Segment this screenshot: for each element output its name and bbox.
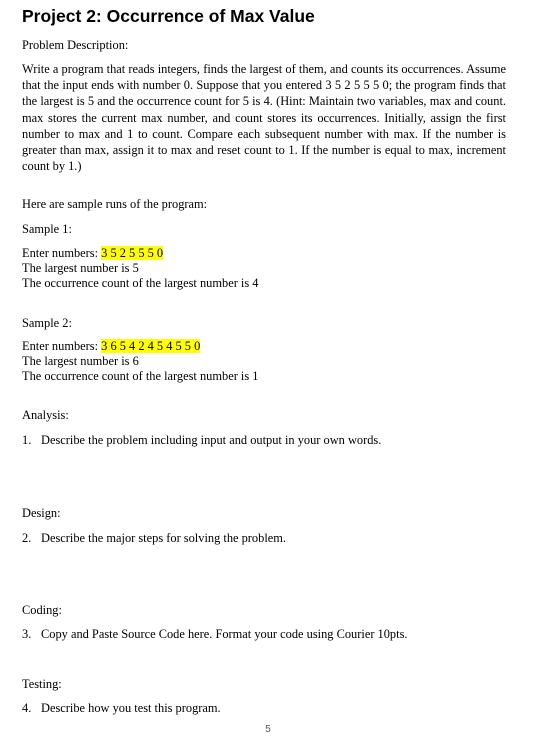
sample1-heading: Sample 1:	[22, 222, 72, 236]
analysis-heading: Analysis:	[22, 408, 69, 422]
sample1-count: The occurrence count of the largest number is 4	[22, 276, 259, 290]
sample2-input-line	[22, 338, 200, 354]
sample2-prompt: Enter numbers:	[22, 339, 102, 353]
design-number: 2.	[22, 531, 32, 545]
analysis-number: 1.	[22, 433, 32, 447]
sample1-input: 3 5 2 5 5 5 0	[101, 246, 164, 260]
sample2-count: The occurrence count of the largest number is 1	[22, 369, 259, 383]
coding-number: 3.	[22, 627, 32, 641]
page-title: Project 2: Occurrence of Max Value	[22, 6, 315, 26]
sample1-largest: The largest number is 5	[22, 261, 139, 275]
analysis-item	[22, 432, 381, 448]
coding-heading: Coding:	[22, 603, 62, 617]
page-number: 5	[265, 724, 271, 735]
coding-text: Copy and Paste Source Code here. Format your code using Courier 10pts.	[41, 627, 408, 641]
sample1-input-line	[22, 245, 163, 261]
design-text: Describe the major steps for solving the problem.	[41, 531, 286, 545]
testing-text: Describe how you test this program.	[41, 701, 221, 715]
testing-number: 4.	[22, 701, 32, 715]
analysis-text: Describe the problem including input and output in your own words.	[41, 433, 382, 447]
sample2-largest: The largest number is 6	[22, 354, 139, 368]
problem-description: Write a program that reads integers, finds the largest of them, and counts its occurrences. Assume that the input ends with number 0. Suppose that you entered 3 5 2 5 5 5 0; the program finds that the largest is 5 and the occurrence count for 5 is 4. (Hint: Maintain two variables, max and count. max stores the current max number, and count stores its occurrences. Initially, assign the first number to max and 1 to count. Compare each subsequent number with max. If the number is greater than max, assign it to max and reset count to 1. If the number is equal to max, increment count by 1.)	[22, 62, 506, 174]
design-heading: Design:	[22, 506, 61, 520]
samples-intro: Here are sample runs of the program:	[22, 197, 208, 211]
testing-heading: Testing:	[22, 677, 62, 691]
testing-item	[22, 700, 221, 716]
problem-heading: Problem Description:	[22, 38, 129, 52]
sample2-heading: Sample 2:	[22, 316, 72, 330]
design-item	[22, 530, 286, 546]
sample2-input: 3 6 5 4 2 4 5 4 5 5 0	[101, 339, 201, 353]
sample1-prompt: Enter numbers:	[22, 246, 102, 260]
coding-item	[22, 626, 408, 642]
